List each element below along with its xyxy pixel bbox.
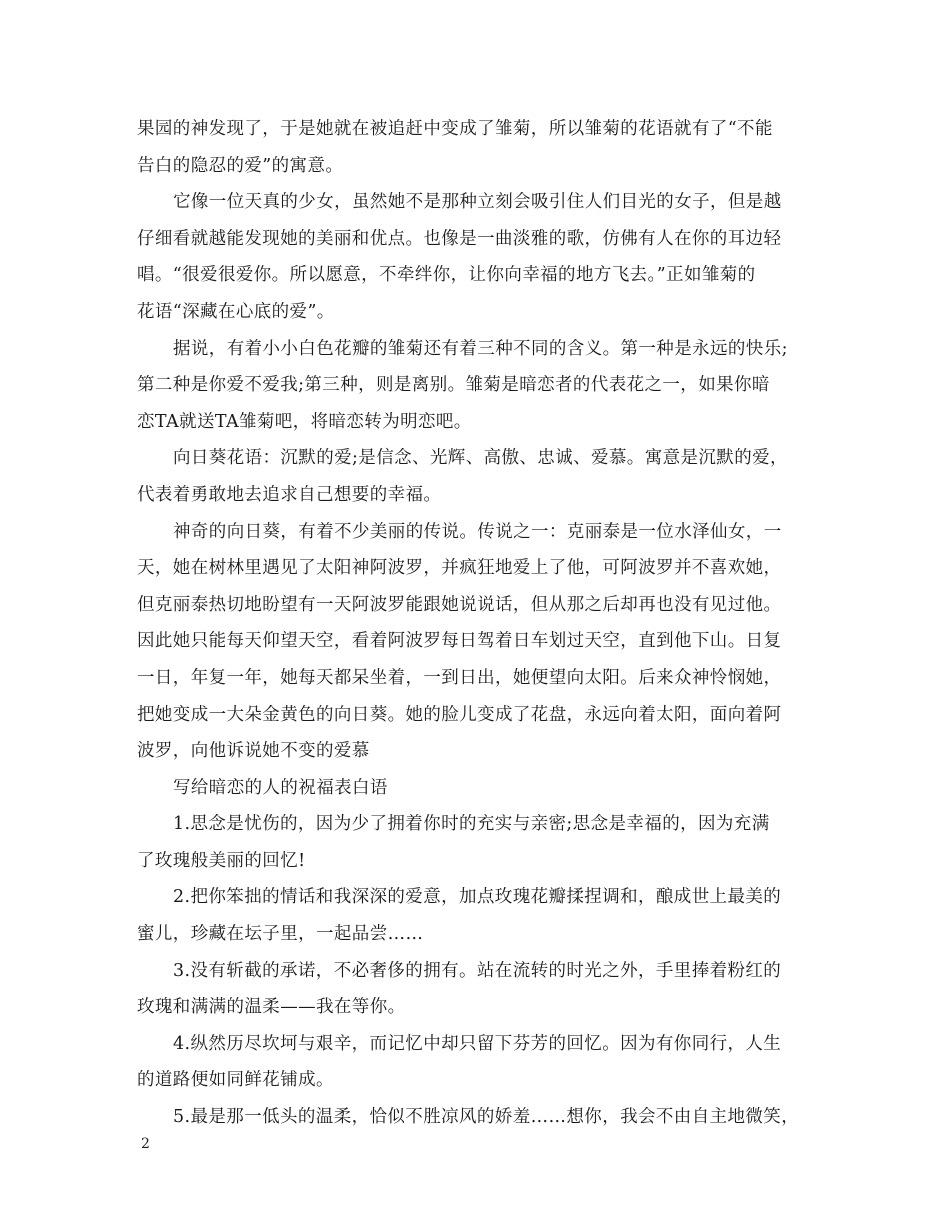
text-line: 它像一位天真的少女，虽然她不是那种立刻会吸引住人们目光的女子，但是越 <box>173 192 782 213</box>
text-line: 因此她只能每天仰望天空，看着阿波罗每日驾着日车划过天空，直到他下山。日复 <box>137 631 782 652</box>
text-line: 写给暗恋的人的祝福表白语 <box>173 777 388 798</box>
text-line: 一日，年复一年，她每天都呆坐着，一到日出，她便望向太阳。后来众神怜悯她， <box>137 667 782 688</box>
text-line: 4.纵然历尽坎坷与艰辛，而记忆中却只留下芬芳的回忆。因为有你同行，人生 <box>173 1033 782 1054</box>
text-line: 代表着勇敢地去追求自己想要的幸福。 <box>137 484 442 505</box>
text-line: 神奇的向日葵，有着不少美丽的传说。传说之一：克丽泰是一位水泽仙女，一 <box>173 521 782 542</box>
text-line: 唱。“很爱很爱你。所以愿意，不牵绊你，让你向幸福的地方飞去。”正如雏菊的 <box>137 265 756 286</box>
text-line: 向日葵花语：沉默的爱;是信念、光辉、高傲、忠诚、爱慕。寓意是沉默的爱， <box>173 448 788 469</box>
text-line: 但克丽泰热切地盼望有一天阿波罗能跟她说说话，但从那之后却再也没有见过他。 <box>137 594 782 615</box>
text-line: 天，她在树林里遇见了太阳神阿波罗，并疯狂地爱上了他，可阿波罗并不喜欢她， <box>137 558 782 579</box>
text-line: 第二种是你爱不爱我;第三种，则是离别。雏菊是暗恋者的代表花之一，如果你暗 <box>137 375 770 396</box>
text-line: 果园的神发现了，于是她就在被追赶中变成了雏菊，所以雏菊的花语就有了“不能 <box>137 119 773 139</box>
text-line: 1.思念是忧伤的，因为少了拥着你时的充实与亲密;思念是幸福的，因为充满 <box>173 814 770 835</box>
text-line: 了玫瑰般美丽的回忆! <box>137 850 306 871</box>
text-line: 蜜儿，珍藏在坛子里，一起品尝…… <box>137 924 424 945</box>
text-line: 把她变成一大朵金黄色的向日葵。她的脸儿变成了花盘，永远向着太阳，面向着阿 <box>137 704 782 725</box>
page-number: 2 <box>141 1136 150 1152</box>
text-line: 3.没有斩截的承诺，不必奢侈的拥有。站在流转的时光之外，手里捧着粉红的 <box>173 960 782 981</box>
text-line: 花语“深藏在心底的爱”。 <box>137 301 335 322</box>
text-line: 告白的隐忍的爱”的寓意。 <box>137 155 344 176</box>
text-line: 5.最是那一低头的温柔，恰似不胜凉风的娇羞……想你，我会不由自主地微笑， <box>173 1107 800 1128</box>
text-line: 2.把你笨拙的情话和我深深的爱意，加点玫瑰花瓣揉捏调和，酿成世上最美的 <box>173 887 782 908</box>
text-line: 恋TA就送TA雏菊吧，将暗恋转为明恋吧。 <box>137 411 472 432</box>
document-body <box>137 111 822 1136</box>
text-line: 仔细看就越能发现她的美丽和优点。也像是一曲淡雅的歌，仿佛有人在你的耳边轻 <box>137 228 782 249</box>
text-line: 玫瑰和满满的温柔——我在等你。 <box>137 997 406 1018</box>
text-line: 波罗，向他诉说她不变的爱慕 <box>137 741 370 762</box>
text-line: 据说，有着小小白色花瓣的雏菊还有着三种不同的含义。第一种是永远的快乐; <box>173 338 788 359</box>
text-line: 的道路便如同鲜花铺成。 <box>137 1070 334 1091</box>
